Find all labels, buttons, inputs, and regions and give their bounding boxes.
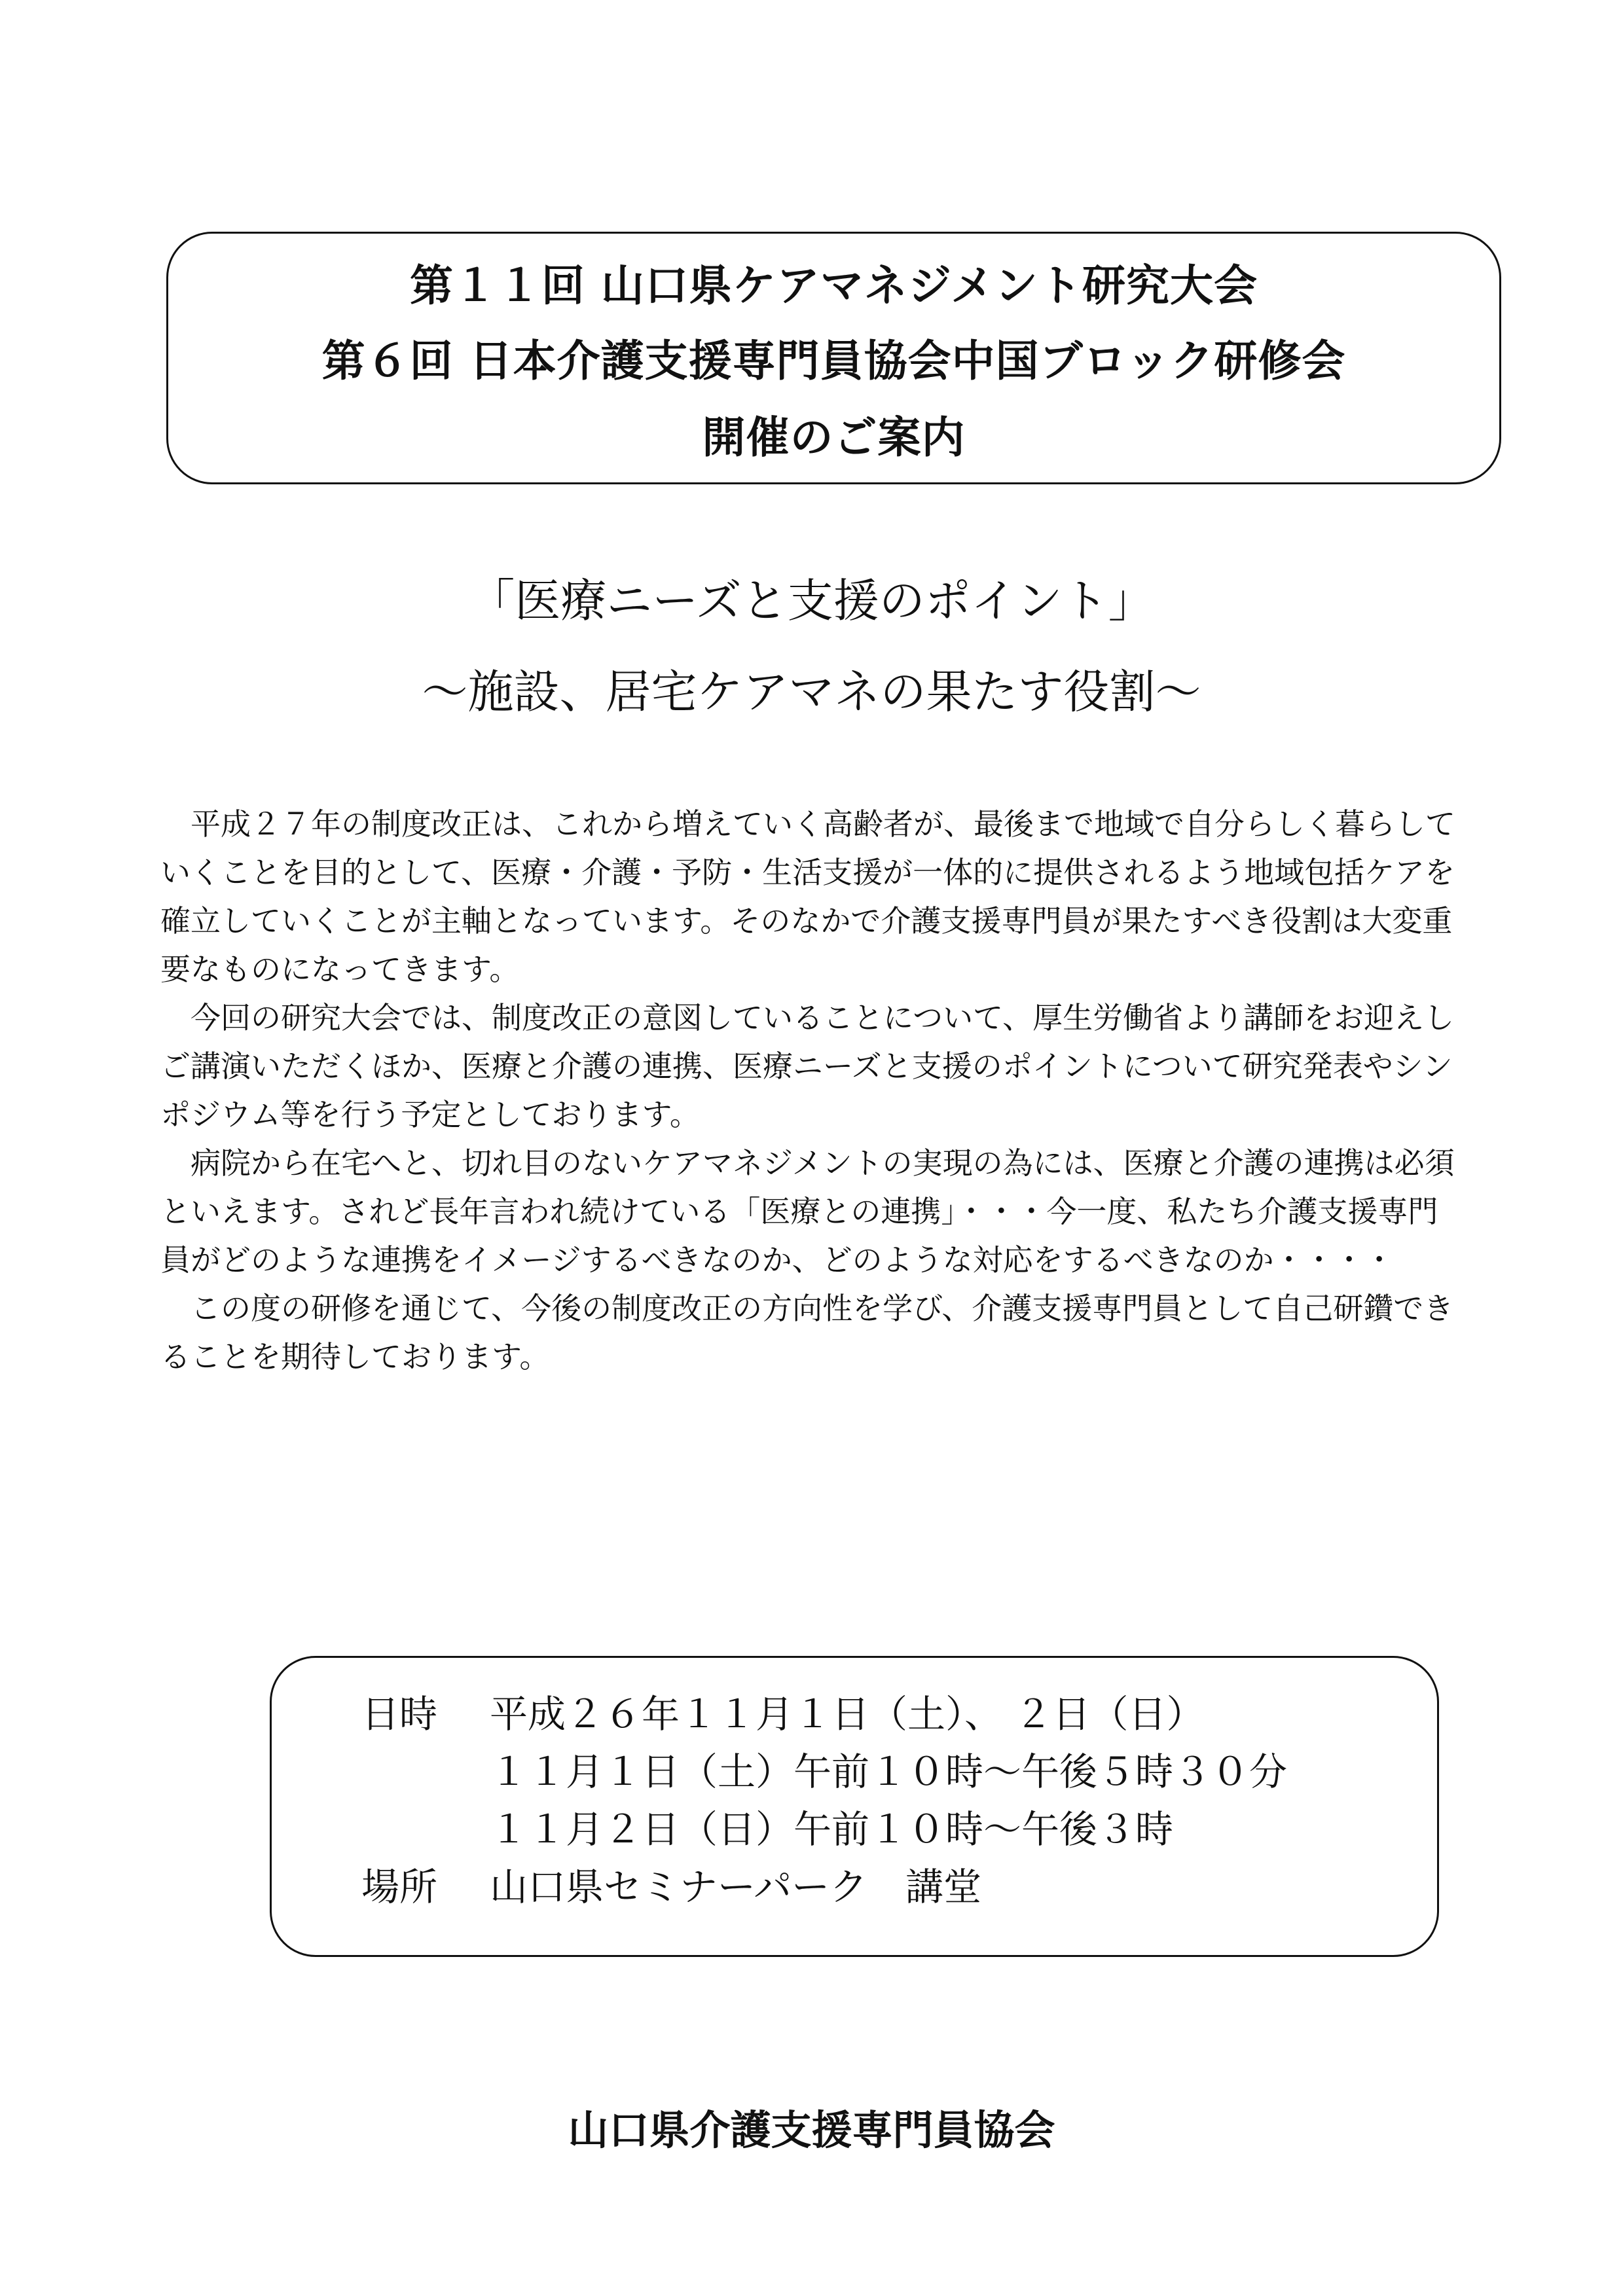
date-label: 日時	[361, 1692, 438, 1736]
theme-title: 「医療ニーズと支援のポイント」	[469, 574, 1154, 628]
event-title-2: 第６回 日本介護支援専門員協会中国ブロック研修会	[321, 336, 1346, 386]
date-value: 平成２６年１１月１日（土）、 ２日（日）	[490, 1692, 1205, 1736]
day1-row	[361, 1748, 1287, 1795]
day1-schedule: １１月１日（土）午前１０時～午後５時３０分	[490, 1749, 1288, 1794]
day2-schedule: １１月２日（日）午前１０時～午後３時	[490, 1807, 1174, 1852]
theme-subtitle: ～施設、居宅ケアマネの果たす役割～	[422, 665, 1201, 719]
body-paragraph-4: この度の研修を通じて、今後の制度改正の方向性を学び、介護支援専門員として自己研鑽できることを期待しております。	[160, 1291, 1454, 1374]
info-box	[270, 1656, 1439, 1957]
title-box	[166, 232, 1501, 484]
body-text	[160, 800, 1463, 1381]
place-row	[361, 1863, 981, 1910]
place-value: 山口県セミナーパーク 講堂	[490, 1865, 982, 1909]
body-paragraph-2: 今回の研究大会では、制度改正の意図していることについて、厚生労働省より講師をお迎えしご講演いただくほか、医療と介護の連携、医療ニーズと支援のポイントについて研究発表やシンポジウム等を行う予定としております。	[160, 1000, 1455, 1132]
body-paragraph-3: 病院から在宅へと、切れ目のないケアマネジメントの実現の為には、医療と介護の連携は必須といえます。されど長年言われ続けている「医療との連携」・・・今一度、私たち介護支援専門員がどのような連携をイメージするべきなのか、どのような対応をするべきなのか・・・・	[160, 1145, 1455, 1278]
place-label: 場所	[361, 1865, 438, 1909]
day2-row	[361, 1806, 1173, 1853]
body-paragraph-1: 平成２７年の制度改正は、これから増えていく高齢者が、最後まで地域で自分らしく暮らしていくことを目的として、医療・介護・予防・生活支援が一体的に提供されるよう地域包括ケアを確立していくことが主軸となっています。そのなかで介護支援専門員が果たすべき役割は大変重要なものになってきます。	[160, 806, 1455, 987]
event-title-1: 第１１回 山口県ケアマネジメント研究大会	[410, 260, 1258, 311]
date-row	[361, 1691, 1204, 1738]
event-title-3: 開催のご案内	[702, 412, 966, 463]
organizer-name: 山口県介護支援専門員協会	[568, 2106, 1055, 2154]
